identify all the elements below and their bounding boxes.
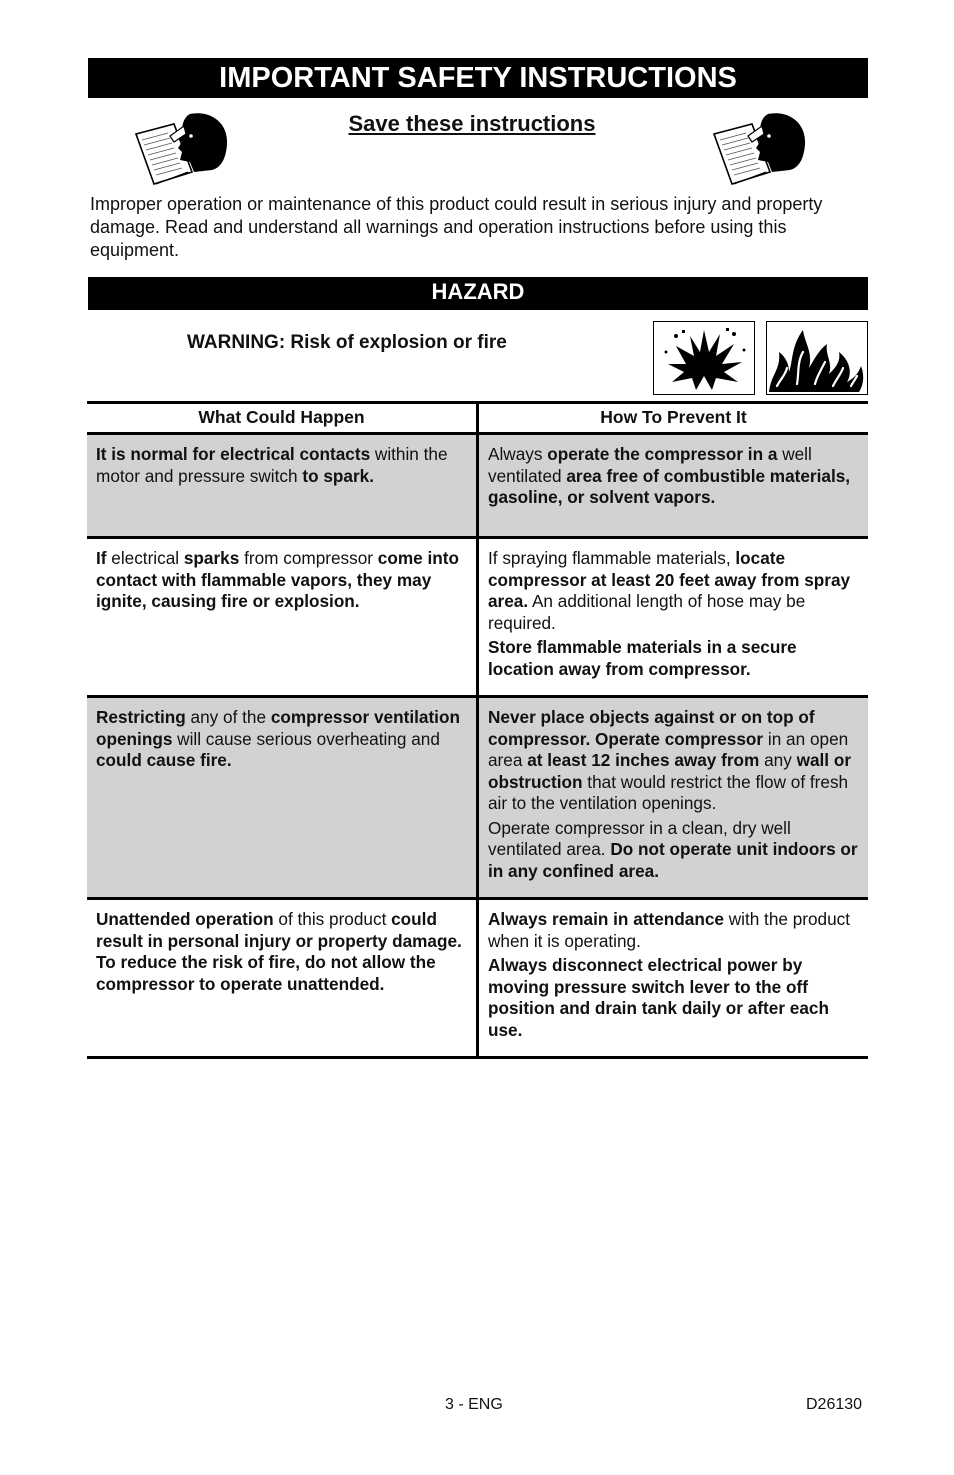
text-run: with the product when it is operating.	[488, 909, 851, 951]
what-could-happen-header: What Could Happen	[87, 403, 478, 434]
text-run: any	[759, 750, 797, 770]
text-run: area free of combustible materials, gasoline, or solvent vapors.	[488, 465, 851, 507]
text-run: well ventilated	[488, 444, 812, 486]
page-title: IMPORTANT SAFETY INSTRUCTIONS	[219, 62, 737, 94]
text-run: If spraying flammable materials,	[488, 548, 736, 568]
text-run: any of the	[185, 707, 271, 727]
text-run: sparks	[183, 548, 240, 568]
title-banner	[88, 58, 868, 98]
cell-paragraph	[488, 707, 860, 815]
read-manual-icon	[712, 112, 808, 186]
text-run: wall or obstruction	[488, 750, 852, 792]
document-code: D26130	[806, 1396, 863, 1413]
text-run: locate compressor at least 20 feet away from spray area.	[488, 548, 851, 611]
text-run: in an open area	[488, 728, 849, 770]
text-run: Always disconnect electrical power by moving pressure switch lever to the off position and drain tank daily or after each use.	[488, 955, 829, 1040]
text-run: to spark.	[302, 465, 374, 486]
hazard-table	[87, 401, 868, 1059]
cell-paragraph	[96, 707, 468, 772]
text-run: compressor ventilation openings	[96, 707, 460, 749]
table-row	[87, 899, 868, 1058]
fire-icon	[766, 321, 868, 395]
explosion-icon	[653, 321, 755, 395]
cell-paragraph	[488, 818, 860, 883]
what-could-happen-cell	[87, 899, 478, 1058]
text-run: Restricting	[96, 707, 186, 727]
text-run: Operate compressor in a clean, dry well ventilated area.	[488, 817, 791, 859]
cell-paragraph	[96, 548, 468, 613]
text-run: electrical	[106, 548, 184, 568]
table-header-row	[87, 403, 868, 434]
text-run: come into contact with flammable vapors, they may ignite, causing fire or explosion.	[96, 548, 459, 611]
how-to-prevent-cell	[478, 434, 869, 538]
cell-paragraph	[488, 637, 860, 680]
text-run: Store flammable materials in a secure location away from compressor.	[488, 637, 797, 679]
warning-text: WARNING: Risk of explosion or fire	[187, 332, 507, 353]
text-run: operate the compressor in a	[547, 444, 778, 464]
text-run: It is normal for electrical contacts	[96, 444, 371, 464]
text-run: could cause fire.	[96, 750, 232, 770]
text-run: could result in personal injury or property damage. To reduce the risk of fire, do not allow the compressor to operate unattended.	[96, 909, 462, 994]
table-row	[87, 697, 868, 899]
cell-paragraph	[96, 444, 468, 487]
text-run: Never place objects against or on top of compressor. Operate compressor	[488, 707, 815, 749]
hazard-title: HAZARD	[431, 279, 525, 304]
text-run: of this product	[273, 909, 392, 929]
text-run: If	[96, 548, 107, 568]
table-row	[87, 434, 868, 538]
text-run: at least 12 inches away from	[527, 750, 760, 770]
table-row	[87, 538, 868, 697]
page-number: 3 - ENG	[445, 1396, 503, 1413]
text-run: Do not operate unit indoors or in any confined area.	[488, 839, 858, 881]
text-run: within the motor and pressure switch	[96, 444, 448, 486]
cell-paragraph	[488, 955, 860, 1041]
text-run: Always	[488, 444, 548, 464]
text-run: that would restrict the flow of fresh air to the ventilation openings.	[488, 771, 849, 813]
save-instructions-heading: Save these instructions	[348, 111, 596, 136]
what-could-happen-cell	[87, 434, 478, 538]
text-run: Unattended operation	[96, 909, 274, 929]
intro-paragraph: Improper operation or maintenance of this product could result in serious injury and property damage. Read and understand all warnings and operation instructions before using this equipment.	[90, 194, 823, 260]
text-run: Always remain in attendance	[488, 909, 724, 929]
text-run: An additional length of hose may be required.	[488, 591, 806, 633]
what-could-happen-cell	[87, 697, 478, 899]
text-run: will cause serious overheating and	[172, 728, 440, 749]
what-could-happen-cell	[87, 538, 478, 697]
how-to-prevent-cell	[478, 538, 869, 697]
cell-paragraph	[488, 444, 860, 509]
how-to-prevent-header: How To Prevent It	[478, 403, 869, 434]
cell-paragraph	[96, 909, 468, 995]
hazard-banner	[88, 277, 868, 310]
how-to-prevent-cell	[478, 697, 869, 899]
how-to-prevent-cell	[478, 899, 869, 1058]
cell-paragraph	[488, 909, 860, 952]
text-run: from compressor	[239, 548, 378, 568]
cell-paragraph	[488, 548, 860, 634]
